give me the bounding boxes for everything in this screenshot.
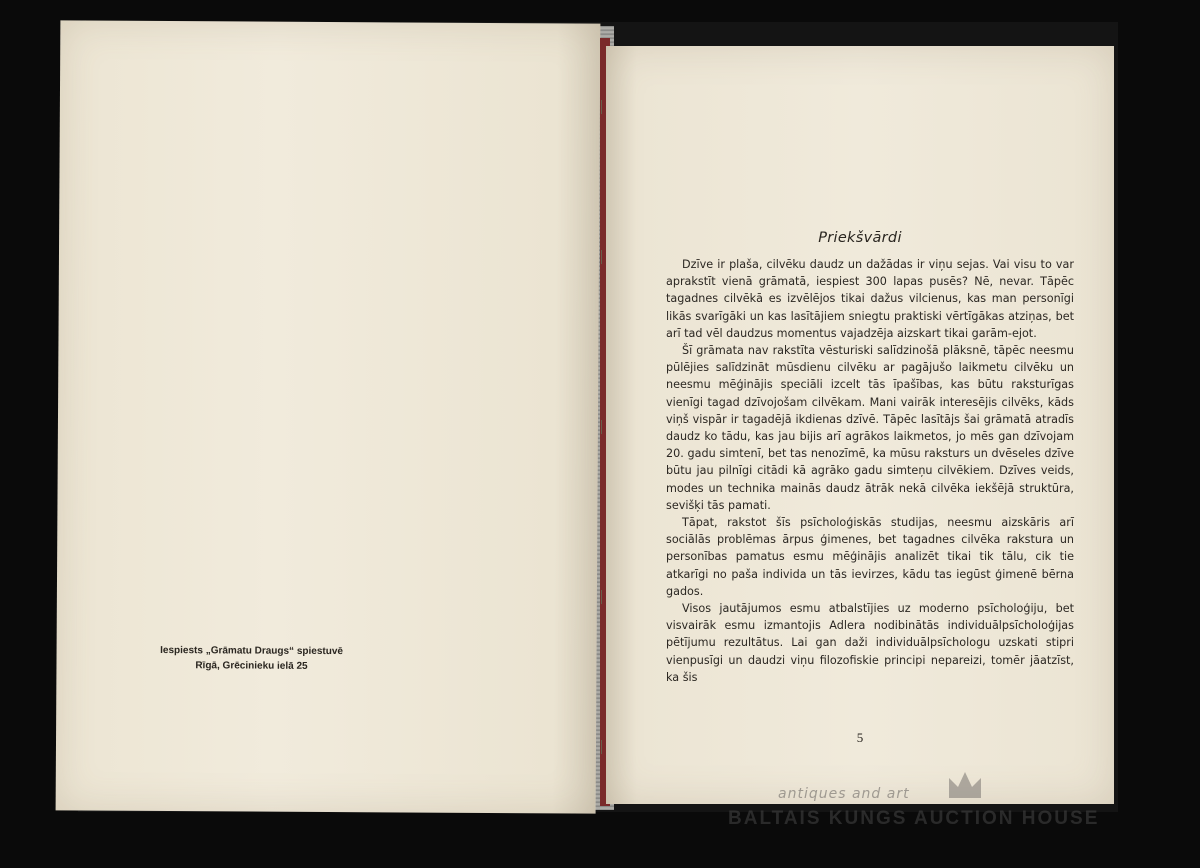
paragraph-3: Tāpat, rakstot šīs psīcholoģiskās studijas, neesmu aizskāris arī sociālās problēmas ārpus ģimenes, bet tagadnes cilvēka rakstura un personības pamatus esmu mēģinājis analizēt tikai tik tālu, cik tie atkarīgi no paša individa un tās ievirzes, kādu tas iegūst ģimenē bērna gados. [666,516,1074,598]
binding-stitch [601,250,608,264]
right-page [606,46,1114,804]
body-text [666,256,1074,686]
binding-stitch [601,100,608,114]
watermark-brand: BALTAIS KUNGS AUCTION HOUSE [728,808,1100,829]
watermark-tagline: antiques and art [778,786,910,802]
binding-stitch [601,420,608,434]
page-number: 5 [856,730,864,745]
page-heading: Priekšvārdi [818,230,902,246]
left-page [56,20,601,813]
imprint-line-2: Rīgā, Grēcinieku ielā 25 [195,660,308,672]
printer-imprint [56,642,446,674]
imprint-line-1: Iespiests „Grāmatu Draugs“ spiestuvē [160,644,344,658]
binding-stitch [601,740,608,754]
paragraph-2: Šī grāmata nav rakstīta vēsturiski salīdzinošā plāksnē, tāpēc neesmu pūlējies salīdzināt mūsdienu cilvēku ar pagājušo laikmetu cilvēku un neesmu mēģinājis speciāli izcelt tās īpašības, kas būtu raksturīgas vienīgi tagad dzīvojošam cilvēkam. Mani vairāk interesējis cilvēks, kāds viņš vispār ir tagadējā ikdienas dzīvē. Tāpēc lasītājs šai grāmatā atradīs daudz ko tādu, kas jau bijis arī agrākos laikmetos, jo mēs gan dzīvojam 20. gadu simtenī, bet tas nenozīmē, ka mūsu raksturs un dvēseles dzīve būtu jau pilnīgi citādi kā agrāko gadu simteņu cilvēkiem. Dzīves veids, modes un technika mainās daudz ātrāk nekā cilvēka iekšējā struktūra, sevišķi tās pamati. [666,344,1074,512]
paragraph-1: Dzīve ir plaša, cilvēku daudz un dažādas ir viņu sejas. Vai visu to var aprakstīt vienā grāmatā, iespiest 300 lapas pusēs? Nē, nevar. Tāpēc tagadnes cilvēkā es izvēlējos tikai dažus vilcienus, kas man personīgi likās svarīgāki un kas lasītājiem sniegtu praktiski vērtīgākas atziņas, bet arī tad vēl daudzus momentus vajadzēja aizskart tikai garām-ejot. [666,258,1074,340]
paragraph-4: Visos jautājumos esmu atbalstījies uz moderno psīcholoģiju, bet visvairāk esmu izmantojis Adlera nodibinātās individuālpsīcholoģijas pētījumu rezultātus. Lai gan daži individuālpsīchologu uzskati stipri vienpusīgi un daudzi viņu filozofiskie principi nepareizi, tomēr jāatzīst, ka šis [666,602,1074,684]
binding-stitch [601,590,608,604]
crown-logo-icon [945,768,985,802]
